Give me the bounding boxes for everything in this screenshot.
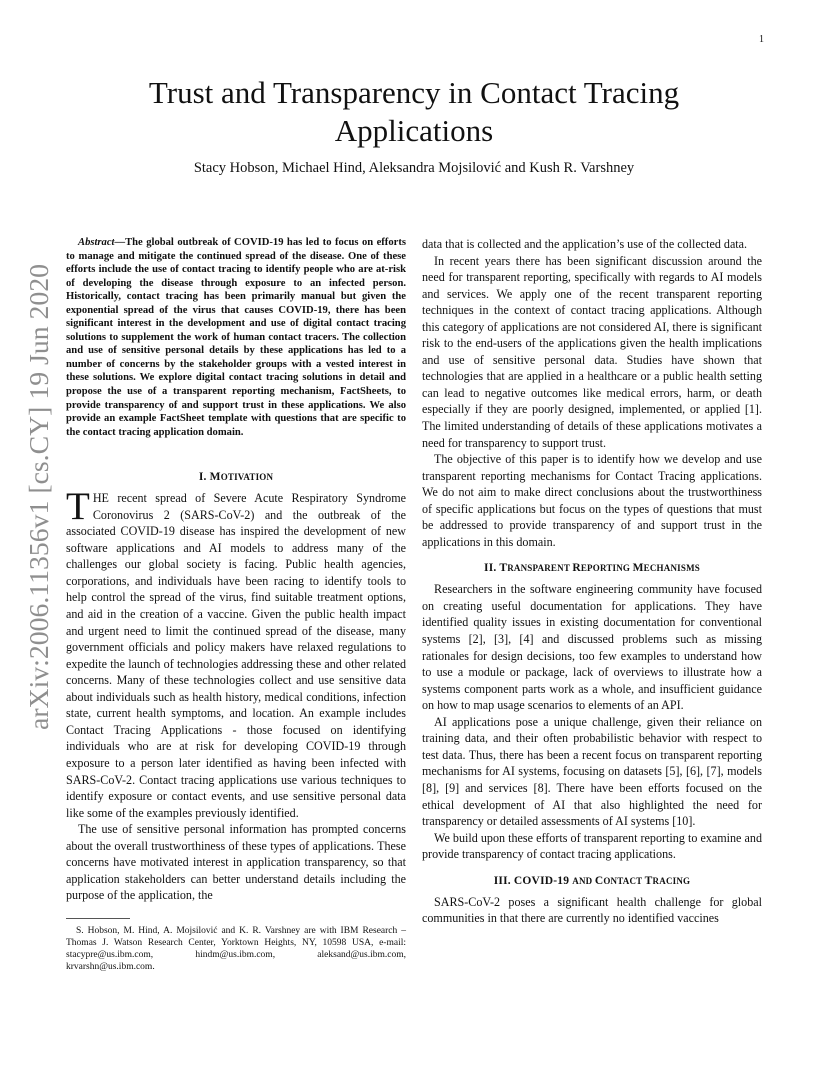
page-number: 1: [759, 34, 764, 45]
section-heading-transparent-reporting: [422, 562, 762, 574]
section-title-rest: AND: [572, 875, 595, 886]
dropcap: T: [66, 485, 90, 529]
transparent-reporting-paragraph-3: We build upon these efforts of transparent reporting to examine and provide transparency of contact tracing applications.: [422, 830, 762, 862]
paper-title: [0, 74, 828, 150]
section-title-initial: M: [209, 471, 221, 484]
section-title-rest: OTIVATION: [220, 472, 274, 483]
section-heading-motivation: [66, 471, 406, 483]
section-title-rest: ECHANISMS: [643, 563, 700, 574]
section-numeral: I.: [198, 471, 210, 484]
title-line-1: Trust and Transparency in Contact Tracing: [148, 75, 680, 110]
abstract-label: Abstract: [78, 237, 115, 248]
motivation-paragraph-2-continued: data that is collected and the application’s use of the collected data.: [422, 237, 748, 251]
right-column: [422, 236, 762, 927]
author-affiliation-footnote: S. Hobson, M. Hind, A. Mojsilović and K. R. Varshney are with IBM Research – Thomas J. Watson Research Center, Yorktown Heights, NY, 10598 USA, e-mail: stacypre@us.ibm.com, hindm@us.ibm.com, aleksand@us.ibm.com, krvarshn@us.ibm.com.: [66, 925, 406, 973]
motivation-paragraph-4: The objective of this paper is to identify how we develop and use transparent reporting mechanisms for Contact Tracing applications. We do not aim to make direct conclusions about the trustworthiness of specific applications but focus on the types of questions that must be addressed to provide transparency of and support trust in the applications in this domain.: [422, 452, 762, 549]
transparent-reporting-paragraph-2: AI applications pose a unique challenge, given their reliance on training data, and their often probabilistic behavior with respect to test data. Thus, there has been a recent focus on transparent reporting mechanisms for AI systems, focusing on datasets [5], [6], [7], models [8], [9] and services [8]. There have been efforts focused on the ethical development of AI that also highlighted the need for transparency or detailed assessments of AI systems [10].: [422, 714, 762, 829]
motivation-paragraph-2: The use of sensitive personal information has prompted concerns about the overall trustworthiness of these types of applications. These concerns have motivated interest in application transparency, so that application stakeholders can better understand details including the purpose of the application, the: [66, 822, 406, 903]
arxiv-stamp: [14, 258, 58, 736]
section-title-initial: T: [499, 562, 508, 575]
paragraph-text: HE recent spread of Severe Acute Respiratory Syndrome Coronovirus 2 (SARS-CoV-2) and the outbreak of the associated COVID-19 disease has inspired the development of new software applications and AI models to address many of the challenges our global society is facing. Public health agencies, corporations, and individuals have been racing to identify tools to help control the spread of the virus, find suitable treatment options, and aid in the creation of a vaccine. Given the public health impact and urgent need to limit the continued spread of the disease, many government officials and policy makers have relaxed regulations to expedite the launch of technologies addressing these and other related concerns. Many of these technologies collect and use sensitive data about individuals such as health history, medical conditions, infection state, current health symptoms, and location. An example includes Contact Tracing Applications - those focused on identifying individuals who are at risk for developing COVID-19 through exposure to a person later identified as having been infected with SARS-CoV-2. Contact tracing applications use various techniques to identify exposure or contact events, and use sensitive personal data like some of the examples previously identified.: [66, 491, 406, 820]
section-title-initial: C: [594, 874, 604, 887]
left-column: [66, 236, 406, 974]
section-title-initial: T: [644, 874, 653, 887]
abstract-text: The global outbreak of COVID-19 has led to focus on efforts to manage and mitigate the continued spread of the disease. One of these efforts include the use of contact tracing to identify people who are at-risk of developing the disease through exposure to an infected person. Historically, contact tracing has been primarily manual but given the exponential spread of the virus that causes COVID-19, there has been significant interest in the development and use of digital contact tracing solutions to supplement the work of human contact tracers. The collection and use of sensitive personal details by these applications has led to a number of concerns by the stakeholder groups with a vested interest in these solutions. We explore digital contact tracing solutions in detail and propose the use of a transparent reporting mechanism, FactSheets, to provide transparency of and support trust in these applications. We also provide an example FactSheet template with questions that are specific to the contact tracing application domain.: [66, 237, 406, 438]
section-numeral: III. COVID-19: [493, 874, 573, 887]
section-title-rest: RACING: [652, 875, 691, 886]
section-numeral: II.: [484, 562, 500, 575]
author-list: Stacy Hobson, Michael Hind, Aleksandra Mojsilović and Kush R. Varshney: [193, 160, 635, 176]
section-title-rest: ONTACT: [603, 875, 645, 886]
motivation-paragraph-3: In recent years there has been significant discussion around the need for transparent reporting, specifically with regards to AI models and services. We apply one of the recent transparent reporting techniques in the context of contact tracing applications. Although this category of applications are not considered AI, there is significant risk to the end-users of the applications given the health implications and use of sensitive personal data. Studies have shown that technologies that are applied in a healthcare or a public health setting can lead to negative outcomes like medical errors, harm, or death especially if they are poorly designed, implemented, or applied [1]. The limited understanding of details of these applications motivates a need for transparency to support trust.: [422, 253, 762, 450]
section-title-initial: R: [572, 562, 581, 575]
abstract: [66, 236, 406, 439]
section-title-rest: RANSPARENT: [507, 563, 573, 574]
section-heading-covid-contact-tracing: [422, 875, 762, 887]
motivation-paragraph-1: [66, 485, 406, 821]
transparent-reporting-paragraph-1: Researchers in the software engineering community have focused on creating useful documentation for applications. They have identified quality issues in existing documentation for conventional systems [2], [3], [4] and discussed problems such as missing rationales for design decisions, too few examples to understand how to use a module or package, lack of overviews to illustrate how a systems component parts work as a whole, and insufficient guidance on how to map usage scenarios to elements of an API.: [422, 582, 762, 713]
arxiv-stamp-text: arXiv:2006.11356v1 [cs.CY] 19 Jun 2020: [24, 276, 54, 730]
section-title-rest: EPORTING: [580, 563, 633, 574]
abstract-dash: —: [114, 237, 126, 248]
title-line-2: Applications: [334, 113, 494, 148]
covid-paragraph-1: SARS-CoV-2 poses a significant health challenge for global communities in that there are currently no identified vaccines: [422, 894, 762, 926]
footnote-divider: [66, 918, 130, 919]
section-title-initial: M: [632, 562, 644, 575]
